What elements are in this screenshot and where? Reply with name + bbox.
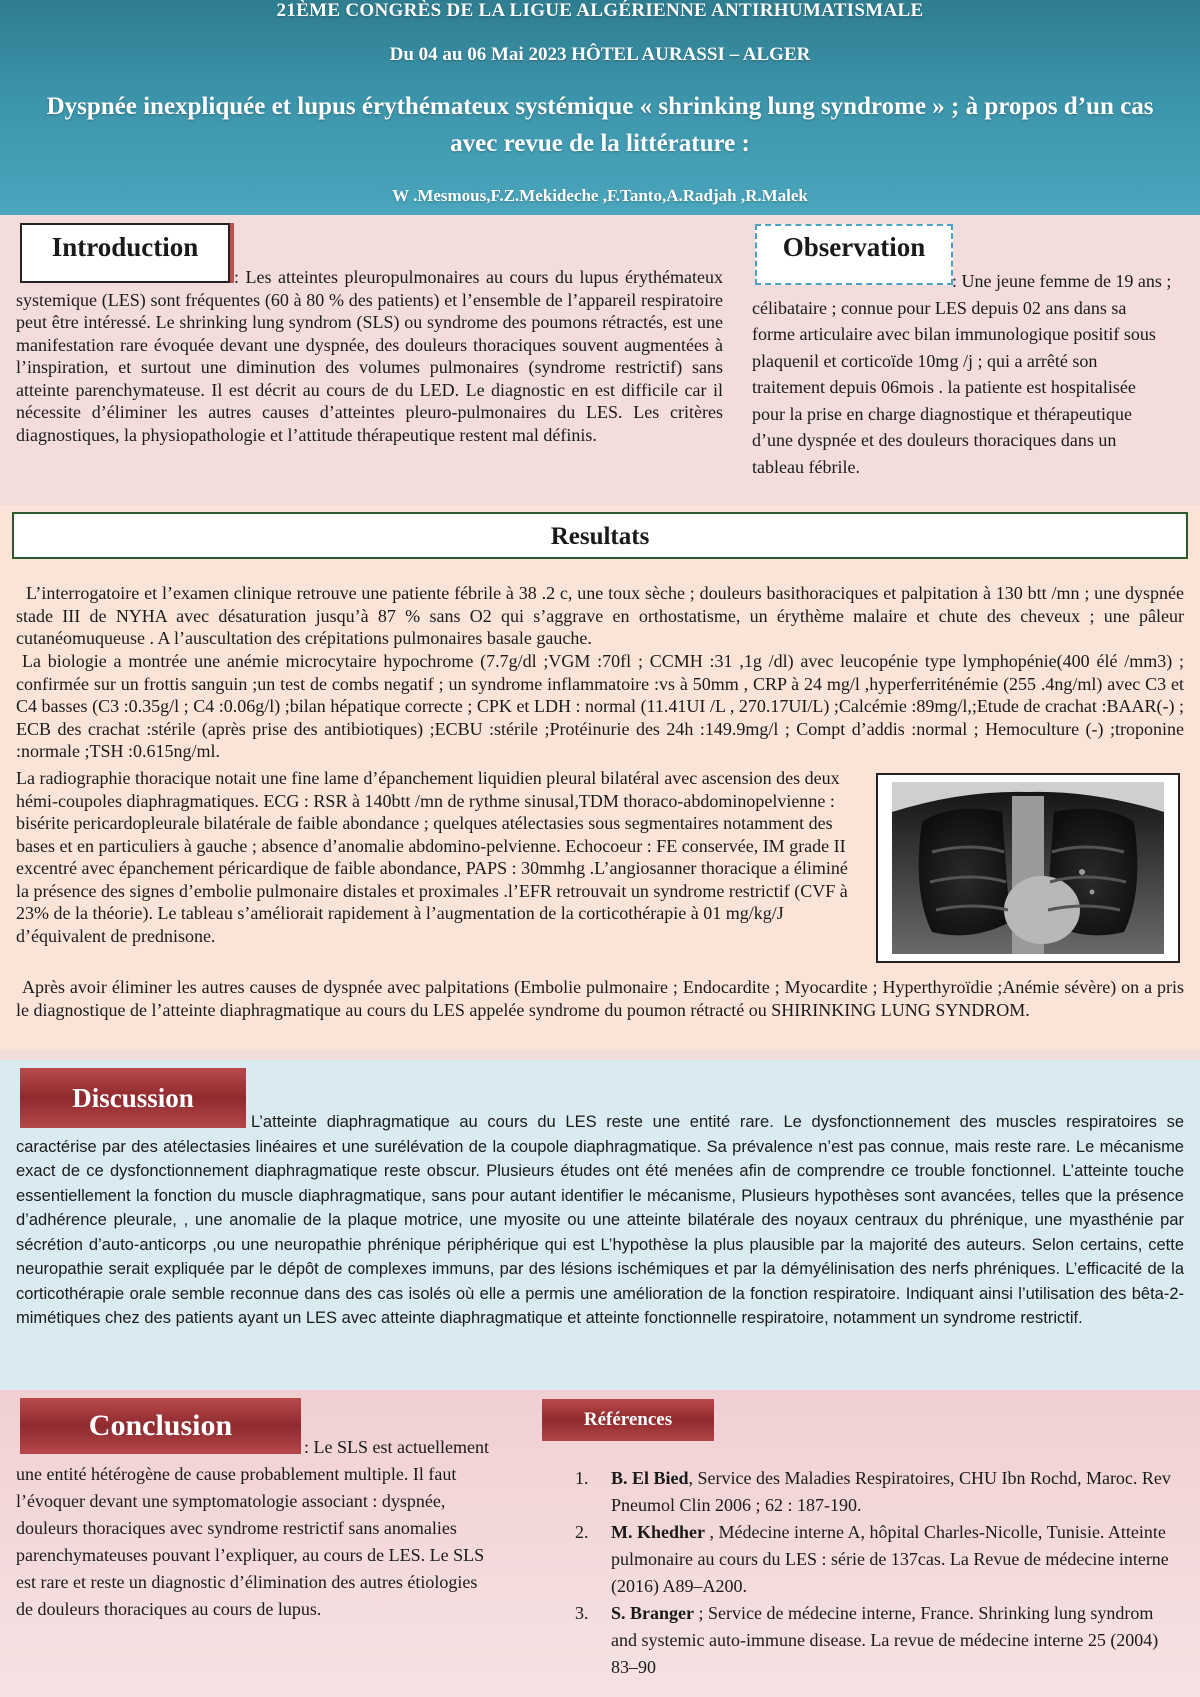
poster-authors: W .Mesmous,F.Z.Mekideche ,F.Tanto,A.Radjah ,R.Malek: [392, 186, 808, 205]
results-clinical-paragraph: L’interrogatoire et l’examen clinique retrouve une patiente fébrile à 38 .2 c, une toux sèche ; douleurs basithoraciques et palpitation à 130 btt /mn ; une dyspnée stade III de NYHA avec désaturation jusqu’à 87 % sans O2 qui s’aggrave en orthostatisme, un érythème malaire et chute des cheveux ; une pâleur cutanéomuqueuse . A l’auscultation des crépitations pulmonaires basale gauche.: [16, 583, 1184, 648]
reference-author: M. Khedher: [611, 1522, 705, 1542]
reference-text: , Service des Maladies Respiratoires, CHU Ibn Rochd, Maroc. Rev Pneumol Clin 2006 ; 62 : 187-190.: [611, 1468, 1171, 1515]
reference-item: [575, 1465, 1175, 1519]
references-list: [575, 1465, 1175, 1681]
reference-number: 3.: [575, 1603, 589, 1623]
reference-author: S. Branger: [611, 1603, 694, 1623]
results-biology-paragraph: La biologie a montrée une anémie microcytaire hypochrome (7.7g/dl ;VGM :70fl ; CCMH :31 ,1g /dl) avec leucopénie type lymphopénie(400 élé /mm3) ; confirmée sur un frottis sanguin ;un test de combs negatif ; un syndrome inflammatoire :vs à 50mm , CRP à 24 mg/l ,hyperferriténémie (255 .4ng/ml) avec C3 et C4 basses (C3 :0.35g/l ; C4 :0.06g/l) ;bilan hépatique correcte ; CPK et LDH : normal (11.41UI /L , 270.17UI/L) ;Calcémie :89mg/l,;Etude de crachat :BAAR(-) ; ECB des crachat :stérile (après prise des antibiotiques) ;ECBU :stérile ;Protéinurie des 24h :149.9mg/l ; Compt d’addis :normal ; Hemoculture (-) ;troponine :normale ;TSH :0.615ng/ml.: [16, 651, 1184, 761]
results-diagnosis-paragraph: Après avoir éliminer les autres causes de dyspnée avec palpitations (Embolie pulmonaire ; Endocardite ; Myocardite ; Hyperthyroïdie ;Anémie sévère) on a pris le diagnostique de l’atteinte diaphragmatique au cours du LES appelée syndrome du poumon rétracté ou SHIRINKING LUNG SYNDROM.: [16, 977, 1184, 1020]
chest-xray-image: [892, 782, 1164, 954]
reference-item: [575, 1600, 1175, 1681]
reference-text: , Médecine interne A, hôpital Charles-Nicolle, Tunisie. Atteinte pulmonaire au cours du LES : série de 137cas. La Revue de médecine interne (2016) A89–A200.: [611, 1522, 1169, 1596]
poster-title: Dyspnée inexpliquée et lupus érythémateux systémique « shrinking lung syndrome » ; à propos d’un cas avec revue de la littérature :: [46, 93, 1154, 157]
references-title: Références: [542, 1399, 714, 1441]
congress-name: 21ÈME CONGRÈS DE LA LIGUE ALGÉRIENNE ANTIRHUMATISMALE: [276, 0, 924, 21]
introduction-text: : Les atteintes pleuropulmonaires au cours du lupus érythémateux systemique (LES) sont fréquentes (60 à 80 % des patients) et l’ensemble de l’appareil respiratoire peut être intéressé. Le shrinking lung syndrom (SLS) ou syndrome des poumons rétractés, est une manifestation rare évoquée devant une dyspnée, des douleurs thoraciques souvent augmentées à l’inspiration, et surtout une diminution des volumes pulmonaires (syndrome restrictif) sans atteinte parenchymateuse. Il est décrit au cours de du LED. Le diagnostic en est difficile car il nécessite d’éliminer les autres causes d’atteintes pleuro-pulmonaires du LES. Les critères diagnostiques, la physiopathologie et l’attitude thérapeutique restent mal définis.: [16, 267, 723, 445]
results-imaging-paragraph: La radiographie thoracique notait une fine lame d’épanchement liquidien pleural bilatéral avec ascension des deux hémi-coupoles diaphragmatiques. ECG : RSR à 140btt /mn de rythme sinusal,TDM thoraco-abdominopelvienne : bisérite pericardopleurale bilatérale de faible abondance ; quelques atélectasies sous segmentaires notamment des bases et en particuliers à gauche ; absence d’anomalie abdomino-pelvienne. Echocoeur : FE conservée, IM grade II excentré avec épanchement péricardique de faible abondance, PAPS : 30mmhg .L’angiosanner thoracique a éliminé la présence des signes d’embolie pulmonaire distales et proximales .l’EFR retrouvait un syndrome restrictif (CVF à 23% de la théorie). Le tableau s’améliorait rapidement à l’augmentation de la corticothérapie à 01 mg/kg/J d’équivalent de prednisone.: [16, 768, 848, 946]
congress-dates: Du 04 au 06 Mai 2023 HÔTEL AURASSI – ALGER: [389, 44, 811, 65]
reference-item: [575, 1519, 1175, 1600]
reference-number: 2.: [575, 1522, 589, 1542]
conclusion-title: Conclusion: [20, 1398, 301, 1454]
discussion-text: L’atteinte diaphragmatique au cours du LES reste une entité rare. Le dysfonctionnement des muscles respiratoires se caractérise par des atélectasies linéaires et une surélévation de la coupole diaphragmatique. Sa prévalence n’est pas connue, mais reste rare. Le mécanisme exact de ce dysfonctionnement diaphragmatique reste obscur. Plusieurs études ont été menées afin de comprendre ce trouble fonctionnel. L’atteinte touche essentiellement la fonction du muscle diaphragmatique, sans pour autant identifier le mécanisme, Plusieurs hypothèses sont avancées, telles que la présence d’adhérence pleurale, , une anomalie de la plaque motrice, une myosite ou une atteinte bilatérale des noyaux centraux du phrénique, une myasthénie par sécrétion d’auto-anticorps ,ou une neuropathie phrénique périphérique qui est L’hypothèse la plus plausible par la majorité des auteurs. Selon certains, cette neuropathie serait expliquée par le dépôt de complexes immuns, par des lésions ischémiques et par la démyélinisation des nerfs phréniques. L’efficacité de la corticothérapie orale semble reconnue dans des cas isolés où elle a permis une amélioration de la fonction respiratoire. Indiquant ainsi l’utilisation des bêta-2-mimétiques chez des patients ayant un LES avec atteinte diaphragmatique et atteinte fonctionnelle respiratoire, notamment un syndrome restrictif.: [16, 1113, 1184, 1327]
poster-header: [0, 0, 1200, 215]
observation-title: Observation: [782, 232, 926, 262]
observation-text: : Une jeune femme de 19 ans ; célibataire ; connue pour LES depuis 02 ans dans sa forme articulaire avec bilan immunologique positif sous plaquenil et corticoïde 10mg /j ; qui a arrêté son traitement depuis 06mois . la patiente est hospitalisée pour la prise en charge diagnostique et thérapeutique d’une dyspnée et des douleurs thoraciques dans un tableau fébrile.: [752, 271, 1172, 477]
reference-text: ; Service de médecine interne, France. Shrinking lung syndrom and systemic auto-immune disease. La revue de médecine interne 25 (2004) 83–90: [611, 1603, 1159, 1677]
reference-author: B. El Bied: [611, 1468, 689, 1488]
discussion-title: Discussion: [20, 1068, 246, 1128]
conclusion-text: : Le SLS est actuellement une entité hétérogène de cause probablement multiple. Il faut l’évoquer devant une symptomatologie associant : dyspnée, douleurs thoraciques avec syndrome restrictif sans anomalies parenchymateuses pouvant l’expliquer, au cours de LES. Le SLS est rare et reste un diagnostic d’élimination des autres étiologies de douleurs thoraciques au cours de lupus.: [16, 1437, 489, 1619]
results-title: Resultats: [550, 523, 650, 550]
introduction-title: Introduction: [51, 232, 199, 262]
reference-number: 1.: [575, 1468, 589, 1488]
